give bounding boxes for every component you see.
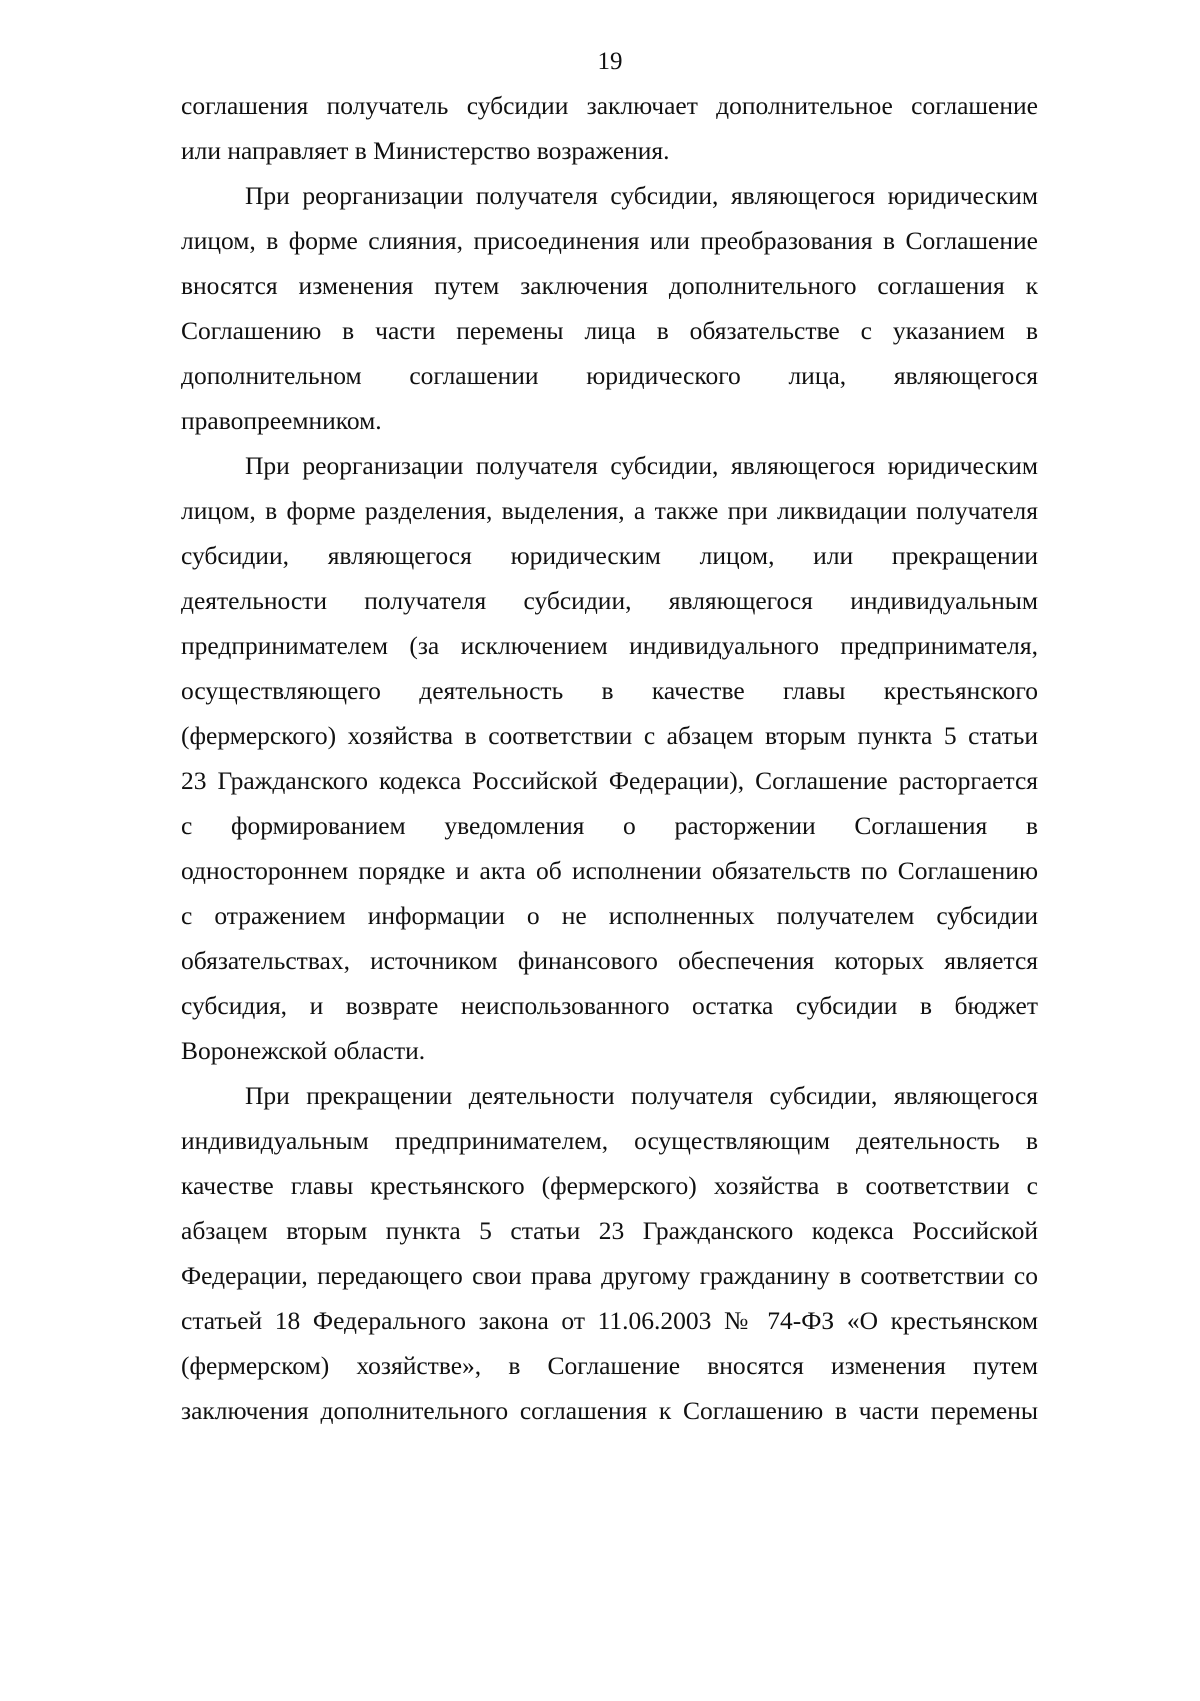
text-line: При реорганизации получателя субсидии, являющегося юридическим: [245, 181, 1038, 210]
text-line: статьей 18 Федерального закона от 11.06.2003 № 74-ФЗ «О крестьянском: [181, 1306, 1038, 1335]
text-line: (фермерском) хозяйстве», в Соглашение вносятся изменения путем: [181, 1351, 1038, 1380]
text-line: обязательствах, источником финансового обеспечения которых является: [181, 946, 1038, 975]
text-line: лицом, в форме слияния, присоединения или преобразования в Соглашение: [181, 226, 1038, 255]
text-line: Соглашению в части перемены лица в обязательстве с указанием в: [181, 316, 1038, 345]
text-line: правопреемником.: [181, 406, 382, 435]
text-line: лицом, в форме разделения, выделения, а также при ликвидации получателя: [181, 496, 1038, 525]
text-line: или направляет в Министерство возражения.: [181, 136, 670, 165]
text-line: деятельности получателя субсидии, являющегося индивидуальным: [181, 586, 1038, 615]
text-line: дополнительном соглашении юридического лица, являющегося: [181, 361, 1038, 390]
text-line: вносятся изменения путем заключения дополнительного соглашения к: [181, 271, 1038, 300]
text-line: соглашения получатель субсидии заключает дополнительное соглашение: [181, 91, 1038, 120]
text-line: субсидии, являющегося юридическим лицом, или прекращении: [181, 541, 1038, 570]
text-line: с формированием уведомления о расторжении Соглашения в: [181, 811, 1038, 840]
text-line: абзацем вторым пункта 5 статьи 23 Гражданского кодекса Российской: [181, 1216, 1038, 1245]
text-line: Воронежской области.: [181, 1036, 426, 1065]
text-line: При прекращении деятельности получателя субсидии, являющегося: [245, 1081, 1038, 1110]
text-line: При реорганизации получателя субсидии, являющегося юридическим: [245, 451, 1038, 480]
text-line: предпринимателем (за исключением индивидуального предпринимателя,: [181, 631, 1038, 660]
text-line: индивидуальным предпринимателем, осуществляющим деятельность в: [181, 1126, 1038, 1155]
text-line: субсидия, и возврате неиспользованного остатка субсидии в бюджет: [181, 991, 1038, 1020]
text-line: (фермерского) хозяйства в соответствии с абзацем вторым пункта 5 статьи: [181, 721, 1038, 750]
text-line: 23 Гражданского кодекса Российской Федерации), Соглашение расторгается: [181, 766, 1038, 795]
page-number: 19: [597, 48, 623, 75]
text-line: качестве главы крестьянского (фермерского) хозяйства в соответствии с: [181, 1171, 1038, 1200]
text-line: с отражением информации о не исполненных получателем субсидии: [181, 901, 1038, 930]
text-line: одностороннем порядке и акта об исполнении обязательств по Соглашению: [181, 856, 1038, 885]
text-line: Федерации, передающего свои права другому гражданину в соответствии со: [181, 1261, 1038, 1290]
text-line: заключения дополнительного соглашения к Соглашению в части перемены: [181, 1396, 1038, 1425]
document-body: [181, 83, 1038, 1433]
text-line: осуществляющего деятельность в качестве главы крестьянского: [181, 676, 1038, 705]
